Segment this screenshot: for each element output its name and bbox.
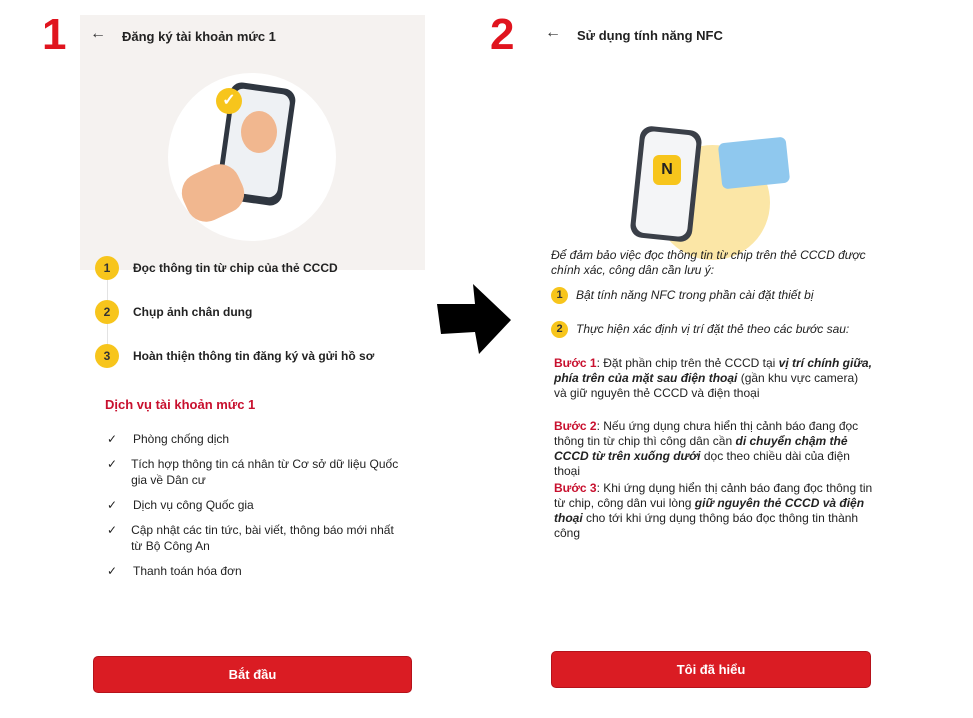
check-icon: ✓ bbox=[107, 564, 118, 578]
services-list bbox=[107, 431, 407, 588]
nfc-illustration bbox=[620, 120, 800, 250]
check-icon: ✓ bbox=[107, 498, 118, 512]
start-button[interactable]: Bắt đầu bbox=[93, 656, 412, 693]
service-item: ✓ Phòng chống dịch bbox=[107, 432, 230, 446]
back-arrow-icon[interactable]: ← bbox=[545, 24, 561, 41]
understood-button[interactable]: Tôi đã hiểu bbox=[551, 651, 871, 688]
service-item: ✓ Thanh toán hóa đơn bbox=[107, 564, 242, 578]
page-title: Sử dụng tính năng NFC bbox=[577, 28, 723, 43]
intro-text: Để đảm bảo việc đọc thông tin từ chip trên thẻ CCCD được chính xác, công dân cần lưu ý: bbox=[551, 248, 866, 277]
step-item: 3 Hoàn thiện thông tin đăng ký và gửi hồ sơ bbox=[95, 344, 374, 368]
note-item: 1 Bật tính năng NFC trong phần cài đặt thiết bị bbox=[551, 287, 813, 304]
step-3-text: Bước 3: Khi ứng dụng hiển thị cảnh báo đang đọc thông tin từ chip, công dân vui lòng giữ nguyên thẻ CCCD và điện thoại cho tới khi ứng dụng thông báo đọc thông tin thành công bbox=[554, 481, 873, 540]
page-title: Đăng ký tài khoản mức 1 bbox=[122, 29, 276, 44]
service-item: ✓ Dịch vụ công Quốc gia bbox=[107, 498, 254, 512]
service-item: ✓ Cập nhật các tin tức, bài viết, thông báo mới nhất từ Bộ Công An bbox=[107, 523, 394, 553]
check-icon: ✓ bbox=[107, 432, 118, 446]
id-card-icon bbox=[718, 137, 790, 190]
step-item: 2 Chụp ảnh chân dung bbox=[95, 300, 374, 324]
back-arrow-icon[interactable]: ← bbox=[90, 25, 106, 42]
step-2-text: Bước 2: Nếu ứng dụng chưa hiển thị cảnh báo đang đọc thông tin từ chip thì công dân cần di chuyển chậm thẻ CCCD từ trên xuống dưới dọc theo chiều dài của điện thoại bbox=[554, 419, 859, 478]
step-1-text: Bước 1: Đặt phần chip trên thẻ CCCD tại vị trí chính giữa, phía trên của mặt sau điện thoại (gần khu vực camera) và giữ nguyên thẻ CCCD và điện thoại bbox=[554, 356, 872, 400]
step-item: 1 Đọc thông tin từ chip của thẻ CCCD bbox=[95, 256, 374, 280]
face-illustration bbox=[168, 73, 336, 241]
check-icon: ✓ bbox=[107, 523, 118, 537]
note-item: 2 Thực hiện xác định vị trí đặt thẻ theo các bước sau: bbox=[551, 321, 849, 338]
nfc-icon: N bbox=[653, 155, 681, 185]
check-badge-icon: ✓ bbox=[216, 88, 242, 114]
arrow-right-icon bbox=[435, 282, 513, 356]
services-title: Dịch vụ tài khoản mức 1 bbox=[105, 397, 256, 412]
check-icon: ✓ bbox=[107, 457, 118, 471]
step-number-2: 2 bbox=[490, 10, 515, 59]
service-item: ✓ Tích hợp thông tin cá nhân từ Cơ sở dữ liệu Quốc gia về Dân cư bbox=[107, 457, 399, 487]
step-number-1: 1 bbox=[42, 10, 67, 59]
